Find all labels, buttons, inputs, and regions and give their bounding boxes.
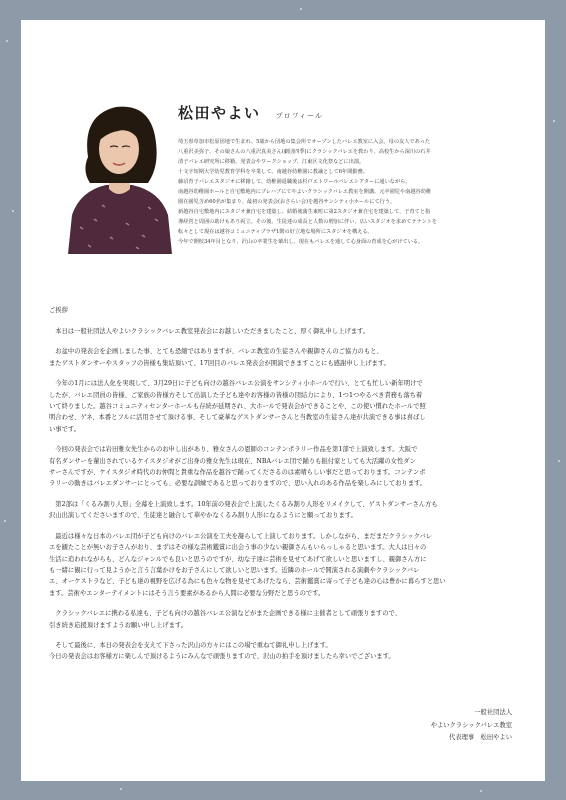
greeting-line: エを観たことが無いお子さんがおり、まずはその様な芸術鑑賞に出会う事の少ない親御さんもいらっしゃると思います。大人は日々の bbox=[49, 544, 427, 552]
greeting-paragraph bbox=[49, 499, 529, 522]
greeting-paragraph bbox=[49, 444, 529, 490]
signature-line: 代表理事 松田やよい bbox=[449, 734, 512, 741]
profile-photo bbox=[60, 87, 178, 254]
greeting-line: またゲストダンサーやスタッフの皆様も集結頂いて、17回目のバレエ発表会が開演できますことにも感謝申し上げます。 bbox=[49, 359, 390, 367]
greeting-paragraph bbox=[49, 378, 529, 435]
profile-line: 園在園児含め60名が集まり、最初の発表会(おさらい会)を越谷サンシティ小ホールにて行う。 bbox=[178, 199, 396, 205]
greeting-line: 今年の1月には法人化を実現して、3月29日に子ども向けの越谷バレエ公演をサンシティ小ホールで行い、とても忙しい新年明けで bbox=[49, 380, 423, 388]
background-sparkle bbox=[553, 120, 555, 122]
greeting-section bbox=[49, 305, 529, 672]
greeting-paragraph bbox=[49, 608, 529, 631]
profile-heading bbox=[178, 102, 323, 123]
profile-biography bbox=[178, 137, 530, 247]
background-sparkle bbox=[300, 8, 302, 10]
profile-line: 新越谷自宅敷地内にスタジオ兼自宅を建築し、結婚後蒲生東町に第2スタジオ兼自宅を建築して、子育てと指 bbox=[178, 209, 431, 215]
greeting-title: ご挨拶 bbox=[49, 307, 68, 314]
background-sparkle bbox=[12, 210, 14, 212]
background-sparkle bbox=[4, 520, 6, 522]
greeting-line: も一緒に観に行って見ようかと言う言葉かけをお子さんにして欲しいと思います。近隣のホールで開演される演劇やクラシックバレ bbox=[49, 566, 420, 574]
profile-line: 埼玉県草加市松原団地で生まれ、5歳から団地の集会所でオープンしたバレエ教室に入会。母の友人であった bbox=[178, 139, 431, 145]
profile-line: 転々として現在は越谷コミュニティプラザ1階の好立地な場所にスタジオを構える。 bbox=[178, 229, 373, 235]
greeting-line: クラシックバレエに携わる私達も、子ども向けの越谷バレエ公演などがまた企画できる様に主催者として頑張りますので、 bbox=[49, 610, 401, 618]
greeting-line: サーさんですが、ケイスタジオ時代のお仲間と貴重な作品を越谷で踊ってくださるのは素晴らしい事だと思っております。コンテンポ bbox=[49, 469, 426, 477]
greeting-line: 第2部は「くるみ割り人形」全幕を上演致します。10年前の発表会で上演したくるみ割り人形をリメイクして、ゲストダンサーさん方も bbox=[49, 500, 438, 508]
greeting-line: したが、バレエ団員の皆様、ご家族の皆様方そして出演した子ども達やお客様の皆様の団結力により、1つ1つやるべき責務も落ち着 bbox=[49, 391, 423, 399]
profile-line: 今年で開校34年目となり、沢山の卒業生を輩出し、現在もバレエを通して心身面の育成を心がけている。 bbox=[178, 239, 424, 245]
portrait-image bbox=[60, 87, 178, 254]
profile-label: プロフィール bbox=[275, 112, 323, 120]
greeting-line: 今回の発表会では岩田雅女先生からのお申し出があり、雅女さんの恩師のコンテンポラリー作品を第1部で上演致します。大阪で bbox=[49, 446, 418, 454]
background-sparkle bbox=[6, 40, 8, 42]
greeting-paragraph bbox=[49, 531, 529, 599]
greeting-line: 明合わせ、ゲネ、本番とフルに活用させて頂ける事、そして豪華なゲストダンサーさんと当教室の生徒さん達が共演できる事は喜ばし bbox=[49, 414, 426, 422]
greeting-line: 沢山出演してくださいますので、生徒達と融合して華やかなくるみ割り人形になるようにと願っております。 bbox=[49, 512, 357, 520]
greeting-line: 今日の発表会はお客様方に楽しんで頂けるようにみんなで頑張りますので、沢山の拍手を頂けましたら幸いでございます。 bbox=[49, 653, 395, 661]
background-sparkle bbox=[120, 788, 122, 790]
signature-line: やよいクラシックバレエ教室 bbox=[430, 721, 512, 729]
greeting-line: ラリーの動きはバレエダンサーにとっても、必要な訓練であると思っておりますので、思い入れのある作品を楽しみにしております。 bbox=[49, 480, 427, 488]
greeting-body bbox=[49, 326, 529, 663]
greeting-line: 有名ダンサーを輩出されているケイスタジオがご出身の雅女先生は現在、NBAバレエ団で踊りも振付家としても大活躍の女性ダン bbox=[49, 457, 416, 465]
greeting-line: 最近は様々な日本のバレエ団が子ども向けのバレエ公演を工夫を凝らして上演しております。しかしながら、まだまだクラシックバレ bbox=[49, 532, 433, 540]
greeting-line: 本日は一般社団法人やよいクラシックバレエ教室発表会にお越しいただきましたこと、厚く御礼申し上げます。 bbox=[49, 328, 370, 335]
document-page bbox=[21, 20, 545, 781]
profile-line: 藤沼育子バレエスタジオに移籍して、幼稚園退職後は杉戸エトワールバレエシアターに通いながら、 bbox=[178, 179, 411, 185]
greeting-paragraph bbox=[49, 326, 529, 337]
profile-line: 十文字短期大学幼児教育学科を卒業して、南越谷幼稚園に教諭として6年間勤務。 bbox=[178, 169, 368, 175]
greeting-line: エ、オーケストラなど、子ども達の視野を広げる為にも色々な物を見せてあげたなら、芸術鑑賞に寄って子ども達の心は豊かに暮らすと思い bbox=[49, 578, 446, 586]
greeting-paragraph bbox=[49, 640, 529, 663]
profile-line: 導経営と周囲の助けもあり両立。その後、生徒達の成長と人数の増加に伴い、広いスタジオを求めてテナントを bbox=[178, 219, 438, 225]
profile-name: 松田やよい bbox=[178, 104, 261, 122]
greeting-line: 引き続き応援頂けますようお願い申し上げます。 bbox=[49, 621, 188, 629]
greeting-paragraph bbox=[49, 346, 529, 369]
background-sparkle bbox=[558, 460, 560, 462]
greeting-line: そして最後に、本日の発表会を支えて下さった沢山の方々にはこの場で重ねて御礼申し上げます。 bbox=[49, 641, 332, 649]
greeting-line: ます。芸術やエンターテイメントにはそう言う要素があるから人間に必要な分野だと思うのです。 bbox=[49, 589, 325, 597]
greeting-line: 生活に追われながらも、どんなジャンルでも良いと思うのですが、幼な子達に芸術を見せてあげて欲しいと思いますし、親御さん方に bbox=[49, 555, 427, 563]
profile-line: 八重沢美弥子、その娘さんの八重沢真美さん(劇団四季)にクラシックバレエを教わり、高校生から深川の石井 bbox=[178, 149, 431, 155]
greeting-line: いて終りました。越谷コミュニティセンターホールも存続が延期され、大ホールで発表会ができることや、この使い慣れたホールで照 bbox=[49, 403, 426, 411]
signature-line: 一般社団法人 bbox=[474, 709, 512, 716]
greeting-line: い事です。 bbox=[49, 425, 80, 433]
profile-line: 清子バレエ研究所に移籍。発表会やワークショップ、江東区文化祭などに出演。 bbox=[178, 159, 365, 165]
background-sparkle bbox=[480, 790, 482, 792]
signature-block bbox=[431, 707, 512, 745]
greeting-line: お盆中の発表会を企画しました事、とても恐縮ではありますが、バレエ教室の生徒さんや親御さんのご協力のもと、 bbox=[49, 348, 383, 356]
profile-line: 南越谷幼稚園ホールと自宅敷地内にプレハブにてやよいクラシックバレエ教室を開講。元卒園児や南越谷幼稚 bbox=[178, 189, 432, 195]
